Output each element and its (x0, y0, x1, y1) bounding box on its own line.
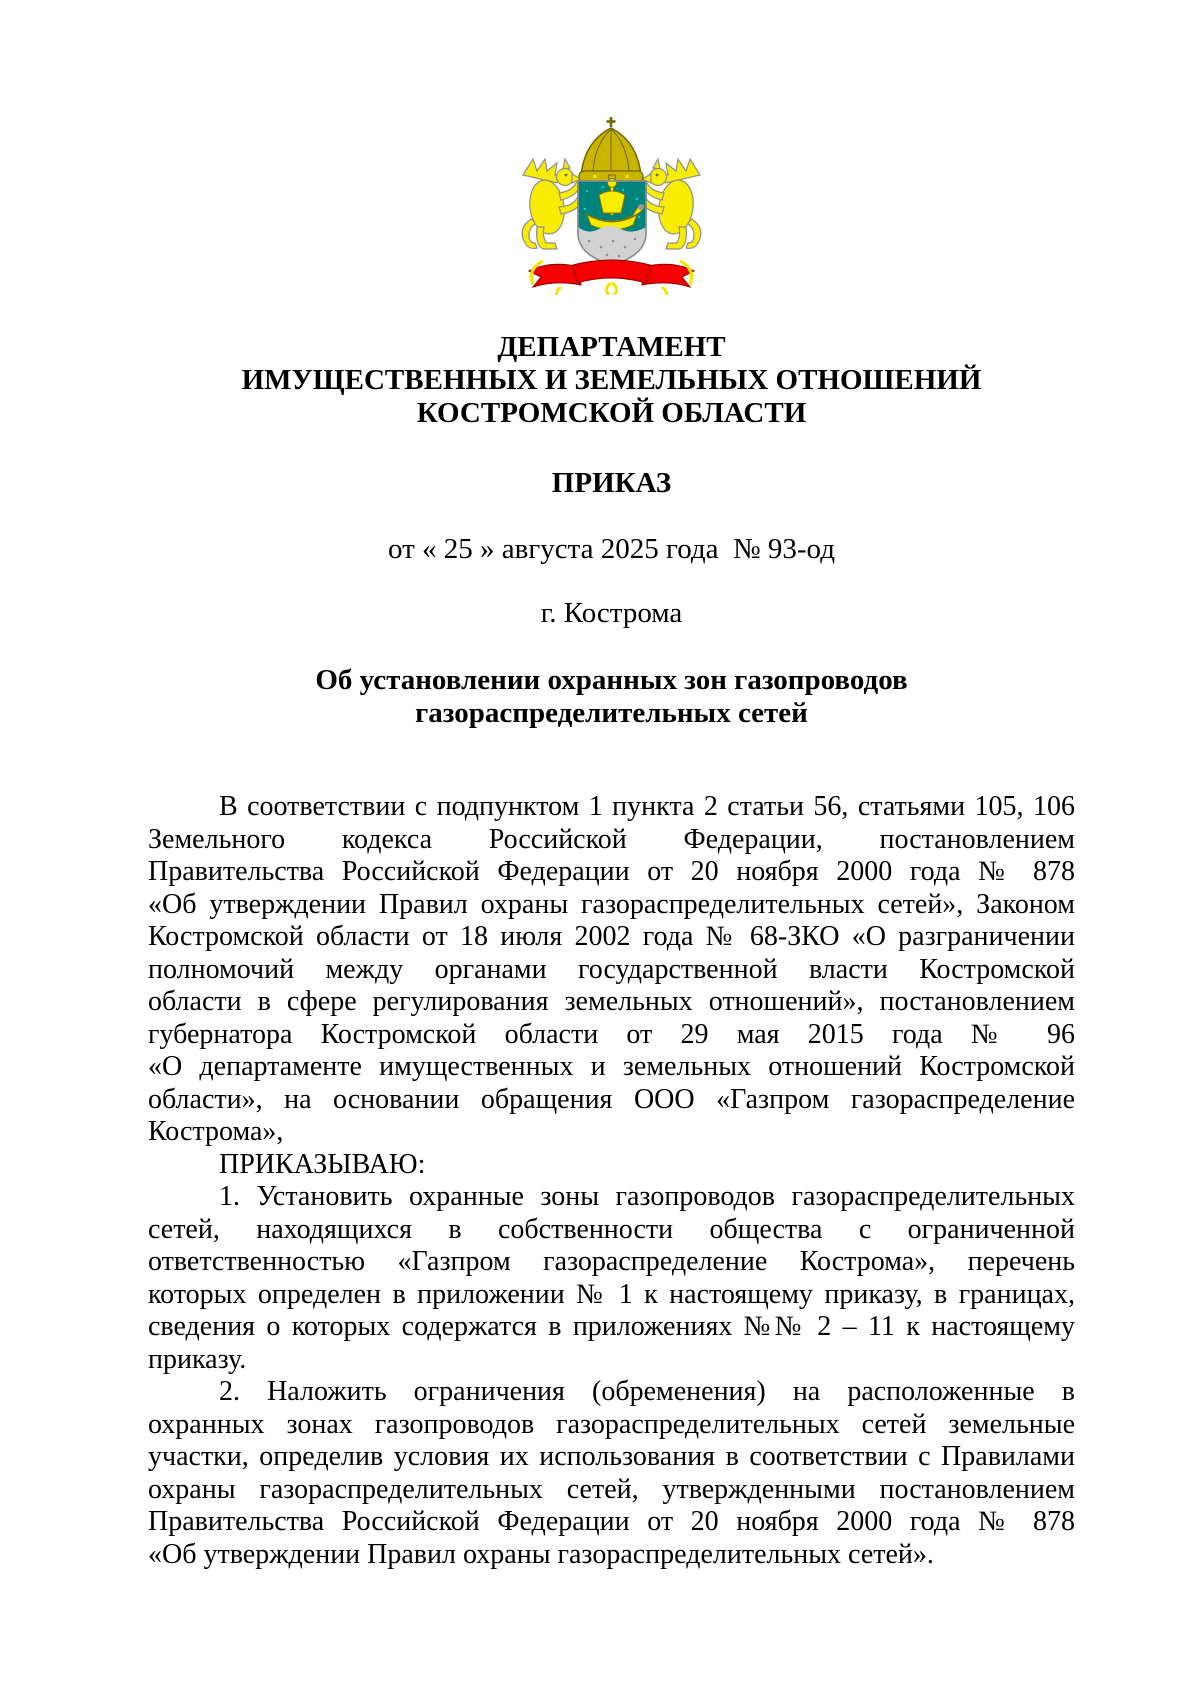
org-name-line1: ДЕПАРТАМЕНТ (497, 331, 726, 363)
griffin-supporter-left-icon (522, 159, 581, 249)
imperial-crown-icon (579, 117, 643, 182)
paragraph-order-word (148, 1149, 1075, 1182)
text-line: сведения о которых содержатся в приложениях №№ 2 – 11 к настоящему (148, 1311, 1075, 1342)
text-line: Правительства Российской Федерации от 20 ноября 2000 года № 878 (148, 856, 1075, 887)
text-line: Костромской области от 18 июля 2002 года № 68-ЗКО «О разграничении (148, 921, 1075, 952)
text-line: В соответствии с подпунктом 1 пункта 2 статьи 56, статьями 105, 106 (219, 791, 1075, 822)
paragraph-item-2 (148, 1376, 1075, 1571)
coat-of-arms-kostroma-icon (515, 115, 708, 295)
text-line: охраны газораспределительных сетей, утвержденными постановлением (148, 1473, 1075, 1505)
text-line: губернатора Костромской области от 29 мая 2015 года № 96 (148, 1018, 1075, 1050)
text-line: области в сфере регулирования земельных отношений», постановлением (148, 986, 1075, 1017)
text-line: «О департаменте имущественных и земельных отношений Костромской (148, 1051, 1075, 1082)
text-line: которых определен в приложении № 1 к настоящему приказу, в границах, (148, 1278, 1075, 1310)
ribbon-icon (529, 260, 694, 295)
document-type-label: ПРИКАЗ (551, 467, 672, 499)
document-title-line1: Об установлении охранных зон газопроводов (315, 664, 908, 696)
text-line: Правительства Российской Федерации от 20 ноября 2000 года № 878 (148, 1506, 1075, 1537)
paragraph-preamble (148, 791, 1075, 1149)
text-line: участки, определив условия их использования в соответствии с Правилами (148, 1441, 1075, 1472)
document-title-line2: газораспределительных сетей (415, 697, 808, 729)
text-line: ПРИКАЗЫВАЮ: (219, 1148, 426, 1180)
text-line: приказу. (148, 1343, 247, 1375)
shield-icon (578, 175, 646, 265)
text-line: 1. Установить охранные зоны газопроводов газораспределительных (219, 1181, 1075, 1212)
text-line: охранных зонах газопроводов газораспределительных сетей земельные (148, 1408, 1075, 1440)
paragraph-item-1 (148, 1181, 1075, 1376)
text-line: «Об утверждении Правил охраны газораспределительных сетей», Законом (148, 888, 1075, 920)
city-label: г. Кострома (540, 597, 683, 629)
text-line: области», на основании обращения ООО «Газпром газораспределение (148, 1083, 1075, 1115)
document-content (148, 0, 1075, 1571)
issuing-authority (148, 331, 1075, 430)
org-name-line2: ИМУЩЕСТВЕННЫХ И ЗЕМЕЛЬНЫХ ОТНОШЕНИЙ (241, 364, 982, 396)
text-line: полномочий между органами государственной власти Костромской (148, 953, 1075, 985)
text-line: 2. Наложить ограничения (обременения) на расположенные в (219, 1376, 1075, 1407)
text-line: «Об утверждении Правил охраны газораспределительных сетей». (148, 1538, 934, 1570)
text-line: Земельного кодекса Российской Федерации, постановлением (148, 823, 1075, 855)
griffin-supporter-right-icon (642, 159, 701, 249)
text-line: сетей, находящихся в собственности общества с ограниченной (148, 1213, 1075, 1245)
text-line: Кострома», (148, 1116, 284, 1147)
text-line: ответственностью «Газпром газораспределение Кострома», перечень (148, 1246, 1075, 1277)
document-title (148, 664, 1075, 730)
document-body (148, 791, 1075, 1571)
date-and-number-line: от « 25 » августа 2025 года № 93-од (388, 533, 835, 565)
org-name-line3: КОСТРОМСКОЙ ОБЛАСТИ (416, 397, 807, 429)
